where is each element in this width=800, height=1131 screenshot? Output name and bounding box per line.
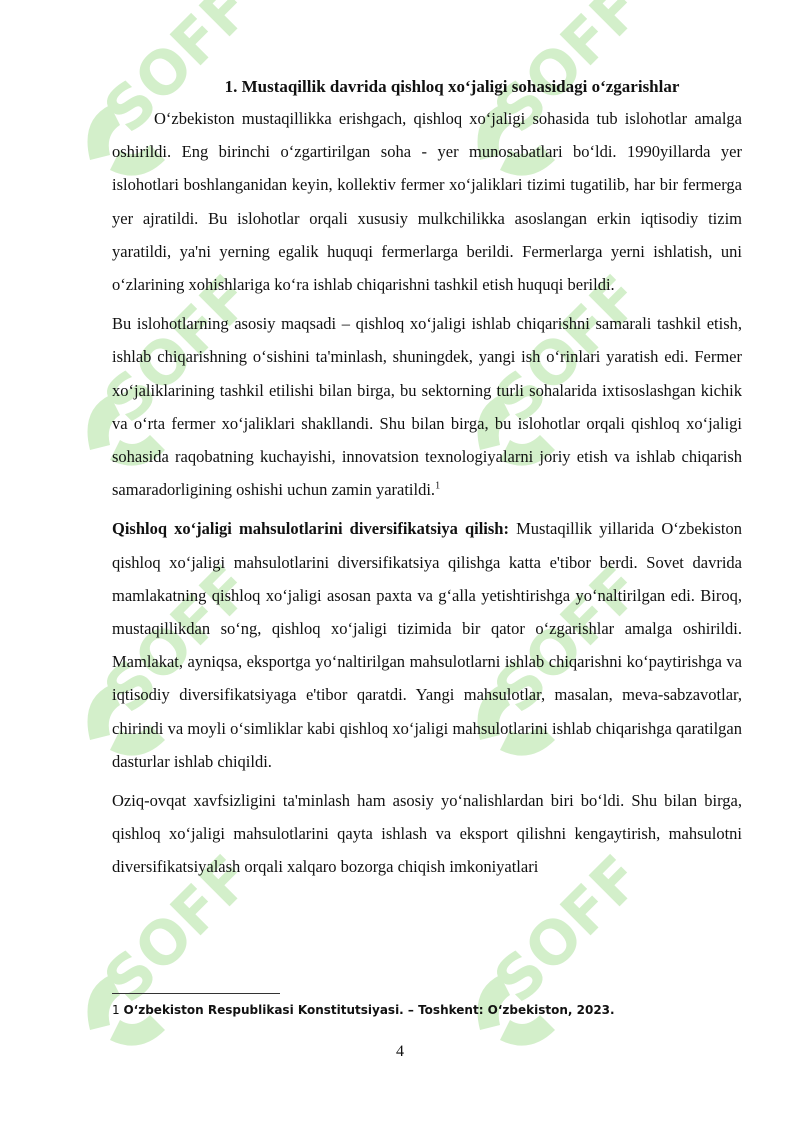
section-title: 1. Mustaqillik davrida qishloq xo‘jaligi sohasidagi o‘zgarishlar: [224, 77, 680, 96]
paragraph-4: Oziq-ovqat xavfsizligini ta'minlash ham asosiy yo‘nalishlardan biri bo‘ldi. Shu bilan birga, qishloq xo‘jaligi mahsulotlarini qayta ishlash va eksport qilishni kengaytirish, mahsulotni diversifikatsiyalash orqali xalqaro bozorga chiqish imkoniyatlari: [112, 791, 742, 877]
footnote-ref[interactable]: 1: [435, 480, 441, 492]
paragraph-3-text: Mustaqillik yillarida O‘zbekiston qishloq xo‘jaligi mahsulotlarini diversifikatsiya qilishga katta e'tibor berdi. Sovet davrida mamlakatning qishloq xo‘jaligi asosan paxta va g‘alla yetishtirishga yo‘naltirilgan edi. Biroq, mustaqillikdan so‘ng, qishloq xo‘jaligi tizimida bir qator o‘zgarishlar amalga oshirildi. Mamlakat, ayniqsa, eksportga yo‘naltirilgan mahsulotlarni ishlab chiqarishni ko‘paytirishga va iqtisodiy diversifikatsiyaga e'tibor qaratdi. Yangi mahsulotlar, masalan, meva-sabzavotlar, chirindi va moyli o‘simliklar kabi qishloq xo‘jaligi mahsulotlarini ishlab chiqarishga qaratilgan dasturlar ishlab chiqildi.: [112, 519, 743, 771]
footnote-number: 1: [112, 1003, 120, 1017]
footnote-divider: [112, 993, 280, 994]
document-page: [112, 72, 742, 884]
paragraph-1: O‘zbekiston mustaqillikka erishgach, qishloq xo‘jaligi sohasida tub islohotlar amalga oshirildi. Eng birinchi o‘zgartirilgan soha - yer munosabatlari bo‘ldi. 1990yillarda yer islohotlari boshlanganidan keyin, kollektiv fermer xo‘jaliklari tizimi tugatilib, har bir fermerga yer ajratildi. Bu islohotlar orqali xususiy mulkchilikka asoslangan erkin iqtisodiy tizim yaratildi, ya'ni yerning egalik huquqi fermerlarga berildi. Fermerlarga yerni ishlatish, uni o‘zlarining xohishlariga ko‘ra ishlab chiqarishni tashkil etish huquqi berildi.: [112, 109, 742, 295]
page-number: 4: [396, 1043, 404, 1060]
paragraph-3-lead: Qishloq xo‘jaligi mahsulotlarini diversifikatsiya qilish:: [112, 519, 509, 539]
paragraph-2-text: Bu islohotlarning asosiy maqsadi – qishloq xo‘jaligi ishlab chiqarishni samarali tashkil etish, ishlab chiqarishning o‘sishini ta'minlash, shuningdek, yangi ish o‘rinlari yaratish edi. Fermer xo‘jaliklarining tashkil etilishi bilan birga, bu sektorning turli sohalarida ixtisoslashgan kichik va o‘rta fermer xo‘jaliklari shakllandi. Shu bilan birga, bu islohotlar orqali qishloq xo‘jaligi sohasida raqobatning kuchayishi, innovatsion texnologiyalarni joriy etish va ishlab chiqarish samaradorligining oshishi uchun zamin yaratildi.: [112, 314, 742, 500]
footnote: [112, 1003, 615, 1017]
footnote-text: O‘zbekiston Respublikasi Konstitutsiyasi. – Toshkent: O‘zbekiston, 2023.: [123, 1003, 615, 1017]
paragraph-3: [112, 512, 742, 778]
paragraph-2: [112, 307, 742, 506]
